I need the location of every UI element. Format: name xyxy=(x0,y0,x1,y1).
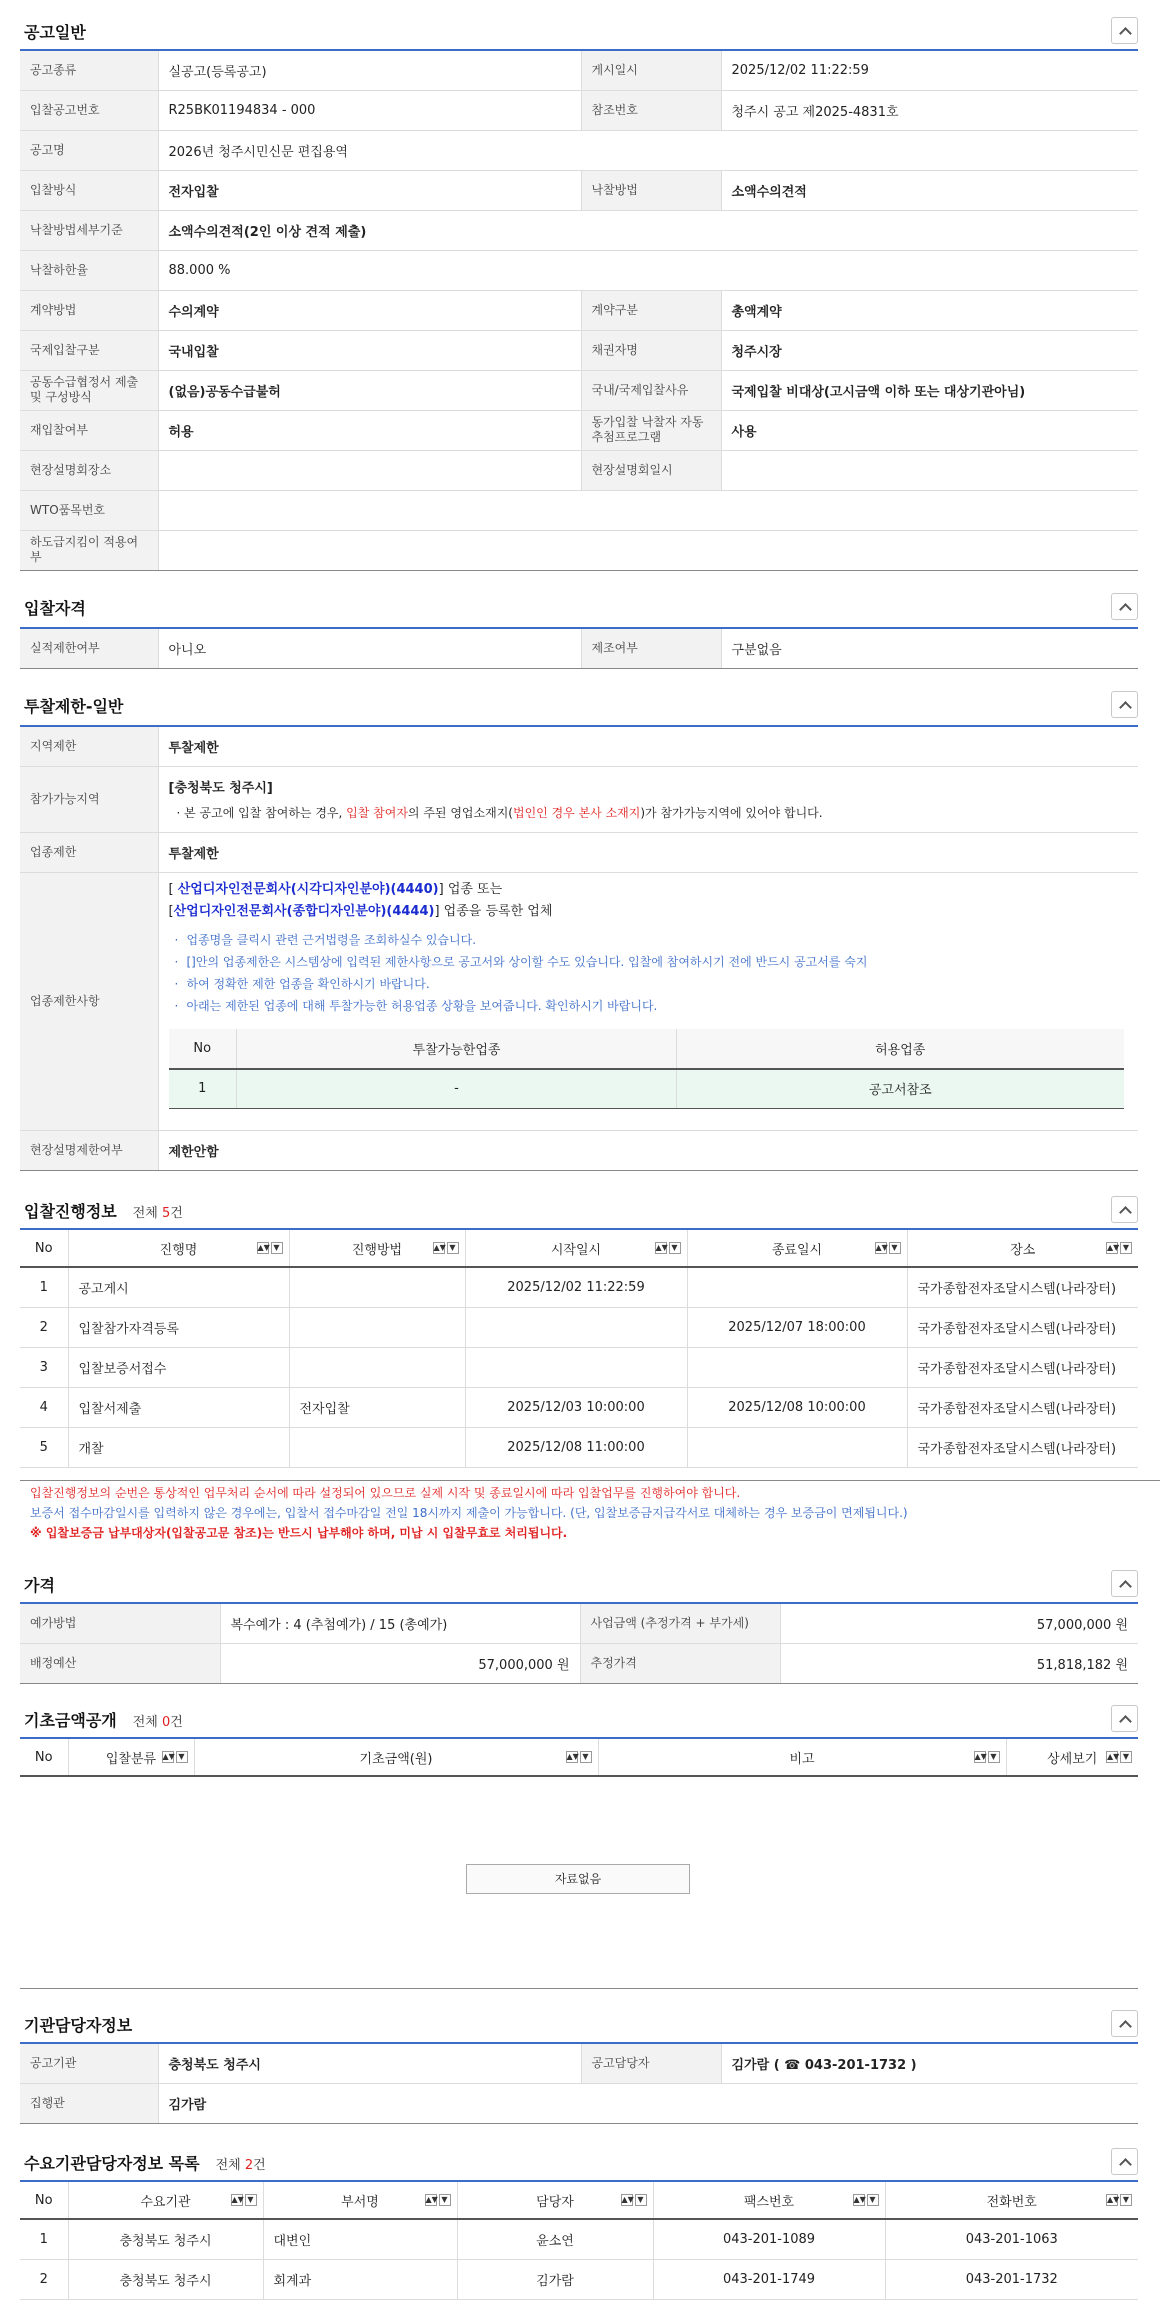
field-value xyxy=(721,450,1138,490)
table-cell: 국가종합전자조달시스템(나라장터) xyxy=(907,1427,1138,1467)
site-limit-value: 제한안함 xyxy=(158,1130,1138,1170)
section-title: 투찰제한-일반 xyxy=(24,697,124,716)
bid-restriction-table xyxy=(20,725,1138,1171)
table-cell xyxy=(289,1307,465,1347)
region-limit-value: 투찰제한 xyxy=(158,726,1138,766)
sort-filter-icon[interactable]: ▲▼ ▼ xyxy=(257,1242,283,1254)
notice-row xyxy=(20,370,1138,410)
region-limit-label: 지역제한 xyxy=(20,726,158,766)
field-value: 2025/12/02 11:22:59 xyxy=(721,50,1138,90)
field-value: (없음)공동수급불허 xyxy=(158,370,581,410)
table-cell: 043-201-1089 xyxy=(653,2219,885,2259)
bid-progress-table xyxy=(20,1228,1138,1468)
sort-filter-icon[interactable]: ▲▼ ▼ xyxy=(1106,2194,1132,2206)
field-label: 낙찰방법 xyxy=(581,170,721,210)
business-link-4440[interactable]: 산업디자인전문회사(시각디자인분야)(4440) xyxy=(177,881,439,897)
section-title: 기초금액공개 전체 0건 xyxy=(24,1711,183,1730)
table-cell xyxy=(289,1267,465,1307)
notice-row xyxy=(20,50,1138,90)
sort-filter-icon[interactable]: ▲▼ ▼ xyxy=(425,2194,451,2206)
field-value: R25BK01194834 - 000 xyxy=(158,90,581,130)
notice-row xyxy=(20,490,1138,530)
field-label: 낙찰방법세부기준 xyxy=(20,210,158,250)
collapse-toggle-icon[interactable] xyxy=(1111,1570,1138,1597)
table-cell: 043-201-1749 xyxy=(653,2259,885,2299)
price-table xyxy=(20,1602,1138,1684)
demand-header[interactable]: 담당자 ▲▼ ▼ xyxy=(457,2181,653,2219)
field-label: 국제입찰구분 xyxy=(20,330,158,370)
progress-header[interactable]: 시작일시 ▲▼ ▼ xyxy=(465,1229,687,1267)
performance-limit-label: 실적제한여부 xyxy=(20,628,158,668)
field-label: 계약구분 xyxy=(581,290,721,330)
business-line-1: [ 산업디자인전문회사(시각디자인분야)(4440)] 업종 또는 xyxy=(168,881,503,897)
collapse-toggle-icon[interactable] xyxy=(1111,1196,1138,1223)
table-cell: 김가람 xyxy=(457,2259,653,2299)
sort-filter-icon[interactable]: ▲▼ ▼ xyxy=(162,1751,188,1763)
field-value: 2026년 청주시민신문 편집용역 xyxy=(158,130,1138,170)
section-title: 가격 xyxy=(24,1576,55,1595)
notice-row xyxy=(20,450,1138,490)
budget-label: 배정예산 xyxy=(20,1643,220,1683)
sort-filter-icon[interactable]: ▲▼ ▼ xyxy=(1106,1242,1132,1254)
table-cell xyxy=(465,1347,687,1387)
field-label: 참조번호 xyxy=(581,90,721,130)
project-amount-label: 사업금액 (추정가격 + 부가세) xyxy=(580,1603,780,1643)
collapse-toggle-icon[interactable] xyxy=(1111,17,1138,44)
table-cell xyxy=(289,1427,465,1467)
progress-header[interactable]: 진행방법 ▲▼ ▼ xyxy=(289,1229,465,1267)
performance-limit-value: 아니오 xyxy=(158,628,581,668)
area-value: [충청북도 청주시] xyxy=(168,781,273,796)
area-label: 참가가능지역 xyxy=(20,766,158,832)
business-limit-value: 투찰제한 xyxy=(158,832,1138,872)
table-row[interactable] xyxy=(20,1387,1138,1427)
field-label: 공동수급협정서 제출 및 구성방식 xyxy=(20,370,158,410)
table-cell xyxy=(465,1307,687,1347)
field-value: 청주시장 xyxy=(721,330,1138,370)
progress-header[interactable]: 장소 ▲▼ ▼ xyxy=(907,1229,1138,1267)
notice-row xyxy=(20,170,1138,210)
collapse-toggle-icon[interactable] xyxy=(1111,593,1138,620)
section-title: 기관담당자정보 xyxy=(24,2016,133,2035)
field-label: 재입찰여부 xyxy=(20,410,158,450)
field-label: 하도급지킴이 적용여부 xyxy=(20,530,158,570)
table-cell: 2025/12/08 10:00:00 xyxy=(687,1387,907,1427)
no-data-label: 자료없음 xyxy=(466,1864,690,1894)
field-value: 실공고(등록공고) xyxy=(158,50,581,90)
table-cell: 윤소연 xyxy=(457,2219,653,2259)
table-row[interactable] xyxy=(20,2259,1138,2299)
business-notes: · 업종명을 클릭시 관련 근거법령을 조회하실수 있습니다. · []안의 업종제한은 시스템상에 입력된 제한사항으로 공고서와 상이할 수도 있습니다. 입찰에 참여하시기 전에 반드시 공고서를 숙지 · 하여 정확한 제한 업종을 확인하시기 바랍니다. · 아래는 제한된 업종에 대해 투찰가능한 허용업종 상황을 보여줍니다. 확인하시기 바랍니다. xyxy=(169,929,1129,1017)
business-link-4444[interactable]: 산업디자인전문회사(종합디자인분야)(4444) xyxy=(173,903,435,919)
business-items-label: 업종제한사항 xyxy=(20,872,158,1130)
executor-label: 집행관 xyxy=(20,2083,158,2123)
table-cell: 2 xyxy=(20,1307,68,1347)
sort-filter-icon[interactable]: ▲▼ ▼ xyxy=(566,1751,592,1763)
field-label: 현장설명회장소 xyxy=(20,450,158,490)
table-cell: 2 xyxy=(20,2259,68,2299)
demand-agency-table xyxy=(20,2180,1138,2300)
area-note: · 본 공고에 입찰 참여하는 경우, 입찰 참여자의 주된 영업소재지(법인인 경우 본사 소재지)가 참가가능지역에 있어야 합니다. xyxy=(176,806,823,820)
table-cell: 전자입찰 xyxy=(289,1387,465,1427)
field-label: 낙찰하한율 xyxy=(20,250,158,290)
table-cell xyxy=(289,1347,465,1387)
field-value: 총액계약 xyxy=(721,290,1138,330)
table-cell: 2025/12/08 11:00:00 xyxy=(465,1427,687,1467)
field-label: 국내/국제입찰사유 xyxy=(581,370,721,410)
table-cell: 충청북도 청주시 xyxy=(68,2259,263,2299)
table-cell: 2025/12/03 10:00:00 xyxy=(465,1387,687,1427)
table-row[interactable] xyxy=(20,1347,1138,1387)
table-cell: 개찰 xyxy=(68,1427,289,1467)
field-label: 입찰공고번호 xyxy=(20,90,158,130)
progress-header[interactable]: 종료일시 ▲▼ ▼ xyxy=(687,1229,907,1267)
business-line-2: [산업디자인전문회사(종합디자인분야)(4444)] 업종을 등록한 업체 xyxy=(168,903,553,919)
base-header[interactable]: 기초금액(원) ▲▼ ▼ xyxy=(194,1738,598,1776)
collapse-toggle-icon[interactable] xyxy=(1111,1705,1138,1732)
table-cell: 3 xyxy=(20,1347,68,1387)
table-cell: 회계과 xyxy=(263,2259,457,2299)
sort-filter-icon[interactable]: ▲▼ ▼ xyxy=(974,1751,1000,1763)
table-cell: 043-201-1732 xyxy=(885,2259,1138,2299)
allowed-business-table: No 투찰가능한업종 허용업종 1 - 공고서참조 xyxy=(169,1029,1124,1110)
collapse-toggle-icon[interactable] xyxy=(1111,2148,1138,2175)
sort-filter-icon[interactable]: ▲▼ ▼ xyxy=(853,2194,879,2206)
notice-manager-label: 공고담당자 xyxy=(581,2043,721,2083)
notice-row xyxy=(20,530,1138,570)
base-header[interactable]: 비고 ▲▼ ▼ xyxy=(598,1738,1006,1776)
sort-filter-icon[interactable]: ▲▼ ▼ xyxy=(231,2194,257,2206)
sort-filter-icon[interactable]: ▲▼ ▼ xyxy=(1106,1751,1132,1763)
table-cell: 국가종합전자조달시스템(나라장터) xyxy=(907,1387,1138,1427)
field-value: 88.000 % xyxy=(158,250,1138,290)
table-cell xyxy=(687,1267,907,1307)
notice-agency-label: 공고기관 xyxy=(20,2043,158,2083)
sort-filter-icon[interactable]: ▲▼ ▼ xyxy=(655,1242,681,1254)
section-title: 수요기관담당자정보 목록 전체 2건 xyxy=(24,2154,266,2173)
site-limit-label: 현장설명제한여부 xyxy=(20,1130,158,1170)
field-value: 국제입찰 비대상(고시금액 이하 또는 대상기관아님) xyxy=(721,370,1138,410)
notice-row xyxy=(20,290,1138,330)
collapse-toggle-icon[interactable] xyxy=(1111,691,1138,718)
estimated-price-label: 추정가격 xyxy=(580,1643,780,1683)
field-value: 허용 xyxy=(158,410,581,450)
demand-header[interactable]: 팩스번호 ▲▼ ▼ xyxy=(653,2181,885,2219)
field-value: 청주시 공고 제2025-4831호 xyxy=(721,90,1138,130)
field-label: 현장설명회일시 xyxy=(581,450,721,490)
table-cell: 입찰참가자격등록 xyxy=(68,1307,289,1347)
field-label: 게시일시 xyxy=(581,50,721,90)
notice-row xyxy=(20,410,1138,450)
demand-header[interactable]: 전화번호 ▲▼ ▼ xyxy=(885,2181,1138,2219)
field-label: 공고종류 xyxy=(20,50,158,90)
base-header[interactable]: No xyxy=(20,1738,68,1776)
notice-row xyxy=(20,250,1138,290)
table-cell: 입찰서제출 xyxy=(68,1387,289,1427)
progress-header[interactable]: 진행명 ▲▼ ▼ xyxy=(68,1229,289,1267)
table-cell xyxy=(687,1427,907,1467)
field-label: 동가입찰 낙찰자 자동추첨프로그램 xyxy=(581,410,721,450)
estimate-method-label: 예가방법 xyxy=(20,1603,220,1643)
table-cell: 2025/12/02 11:22:59 xyxy=(465,1267,687,1307)
base-amount-table xyxy=(20,1737,1138,1777)
notice-row xyxy=(20,210,1138,250)
manufacture-value: 구분없음 xyxy=(721,628,1138,668)
notice-agency-value: 충청북도 청주시 xyxy=(158,2043,581,2083)
agency-manager-table xyxy=(20,2042,1138,2124)
manufacture-label: 제조여부 xyxy=(581,628,721,668)
table-cell: 국가종합전자조달시스템(나라장터) xyxy=(907,1267,1138,1307)
table-cell: 4 xyxy=(20,1387,68,1427)
notice-row xyxy=(20,90,1138,130)
field-label: WTO품목번호 xyxy=(20,490,158,530)
table-row[interactable] xyxy=(20,1427,1138,1467)
notice-general-table xyxy=(20,49,1138,571)
field-label: 공고명 xyxy=(20,130,158,170)
notice-manager-value: 김가람 ( ☎ 043-201-1732 ) xyxy=(721,2043,1138,2083)
table-row[interactable] xyxy=(20,1267,1138,1307)
table-cell: 1 xyxy=(20,2219,68,2259)
sort-filter-icon[interactable]: ▲▼ ▼ xyxy=(433,1242,459,1254)
table-cell: 공고게시 xyxy=(68,1267,289,1307)
field-value xyxy=(158,490,1138,530)
table-cell: 충청북도 청주시 xyxy=(68,2219,263,2259)
business-limit-label: 업종제한 xyxy=(20,832,158,872)
table-row[interactable] xyxy=(20,2219,1138,2259)
field-label: 채권자명 xyxy=(581,330,721,370)
budget-value: 57,000,000 원 xyxy=(220,1643,580,1683)
field-label: 입찰방식 xyxy=(20,170,158,210)
table-cell: 대변인 xyxy=(263,2219,457,2259)
field-value: 소액수의견적(2인 이상 견적 제출) xyxy=(158,210,1138,250)
field-value xyxy=(158,530,1138,570)
progress-header[interactable]: No xyxy=(20,1229,68,1267)
table-cell: 5 xyxy=(20,1427,68,1467)
field-value: 사용 xyxy=(721,410,1138,450)
table-cell: 1 xyxy=(20,1267,68,1307)
demand-header[interactable]: No xyxy=(20,2181,68,2219)
table-cell: 043-201-1063 xyxy=(885,2219,1138,2259)
table-cell xyxy=(687,1347,907,1387)
demand-header[interactable]: 수요기관 ▲▼ ▼ xyxy=(68,2181,263,2219)
field-value: 수의계약 xyxy=(158,290,581,330)
collapse-toggle-icon[interactable] xyxy=(1111,2010,1138,2037)
progress-notes: 입찰진행정보의 순번은 통상적인 업무처리 순서에 따라 설정되어 있으므로 실제 시작 및 종료일시에 따라 입찰업무를 진행하여야 합니다. 보증서 접수마감일시를 입력하지 않은 경우에는, 입찰서 접수마감일 전일 18시까지 제출이 가능합니다. (단, 입찰보증금지급각서로 대체하는 경우 보증금이 면제됩니다.) ※ 입찰보증금 납부대상자(입찰공고문 참조)는 반드시 납부해야 하며, 미납 시 입찰무효로 처리됩니다. xyxy=(30,1486,908,1540)
sort-filter-icon[interactable]: ▲▼ ▼ xyxy=(875,1242,901,1254)
section-title: 공고일반 xyxy=(24,23,86,42)
estimate-method-value: 복수예가 : 4 (추첨예가) / 15 (총예가) xyxy=(220,1603,580,1643)
executor-value: 김가람 xyxy=(158,2083,1138,2123)
base-header[interactable]: 상세보기 ▲▼ ▼ xyxy=(1006,1738,1138,1776)
section-title: 입찰자격 xyxy=(24,599,86,618)
table-cell: 입찰보증서접수 xyxy=(68,1347,289,1387)
field-label: 계약방법 xyxy=(20,290,158,330)
project-amount-value: 57,000,000 원 xyxy=(780,1603,1138,1643)
table-cell: 국가종합전자조달시스템(나라장터) xyxy=(907,1307,1138,1347)
base-header[interactable]: 입찰분류 ▲▼ ▼ xyxy=(68,1738,194,1776)
estimated-price-value: 51,818,182 원 xyxy=(780,1643,1138,1683)
section-title: 입찰진행정보 전체 5건 xyxy=(24,1202,183,1221)
table-cell: 국가종합전자조달시스템(나라장터) xyxy=(907,1347,1138,1387)
table-row[interactable] xyxy=(20,1307,1138,1347)
notice-row xyxy=(20,330,1138,370)
field-value: 소액수의견적 xyxy=(721,170,1138,210)
demand-header[interactable]: 부서명 ▲▼ ▼ xyxy=(263,2181,457,2219)
table-cell: 2025/12/07 18:00:00 xyxy=(687,1307,907,1347)
field-value xyxy=(158,450,581,490)
field-value: 국내입찰 xyxy=(158,330,581,370)
qualification-table xyxy=(20,627,1138,669)
notice-row xyxy=(20,130,1138,170)
field-value: 전자입찰 xyxy=(158,170,581,210)
sort-filter-icon[interactable]: ▲▼ ▼ xyxy=(621,2194,647,2206)
